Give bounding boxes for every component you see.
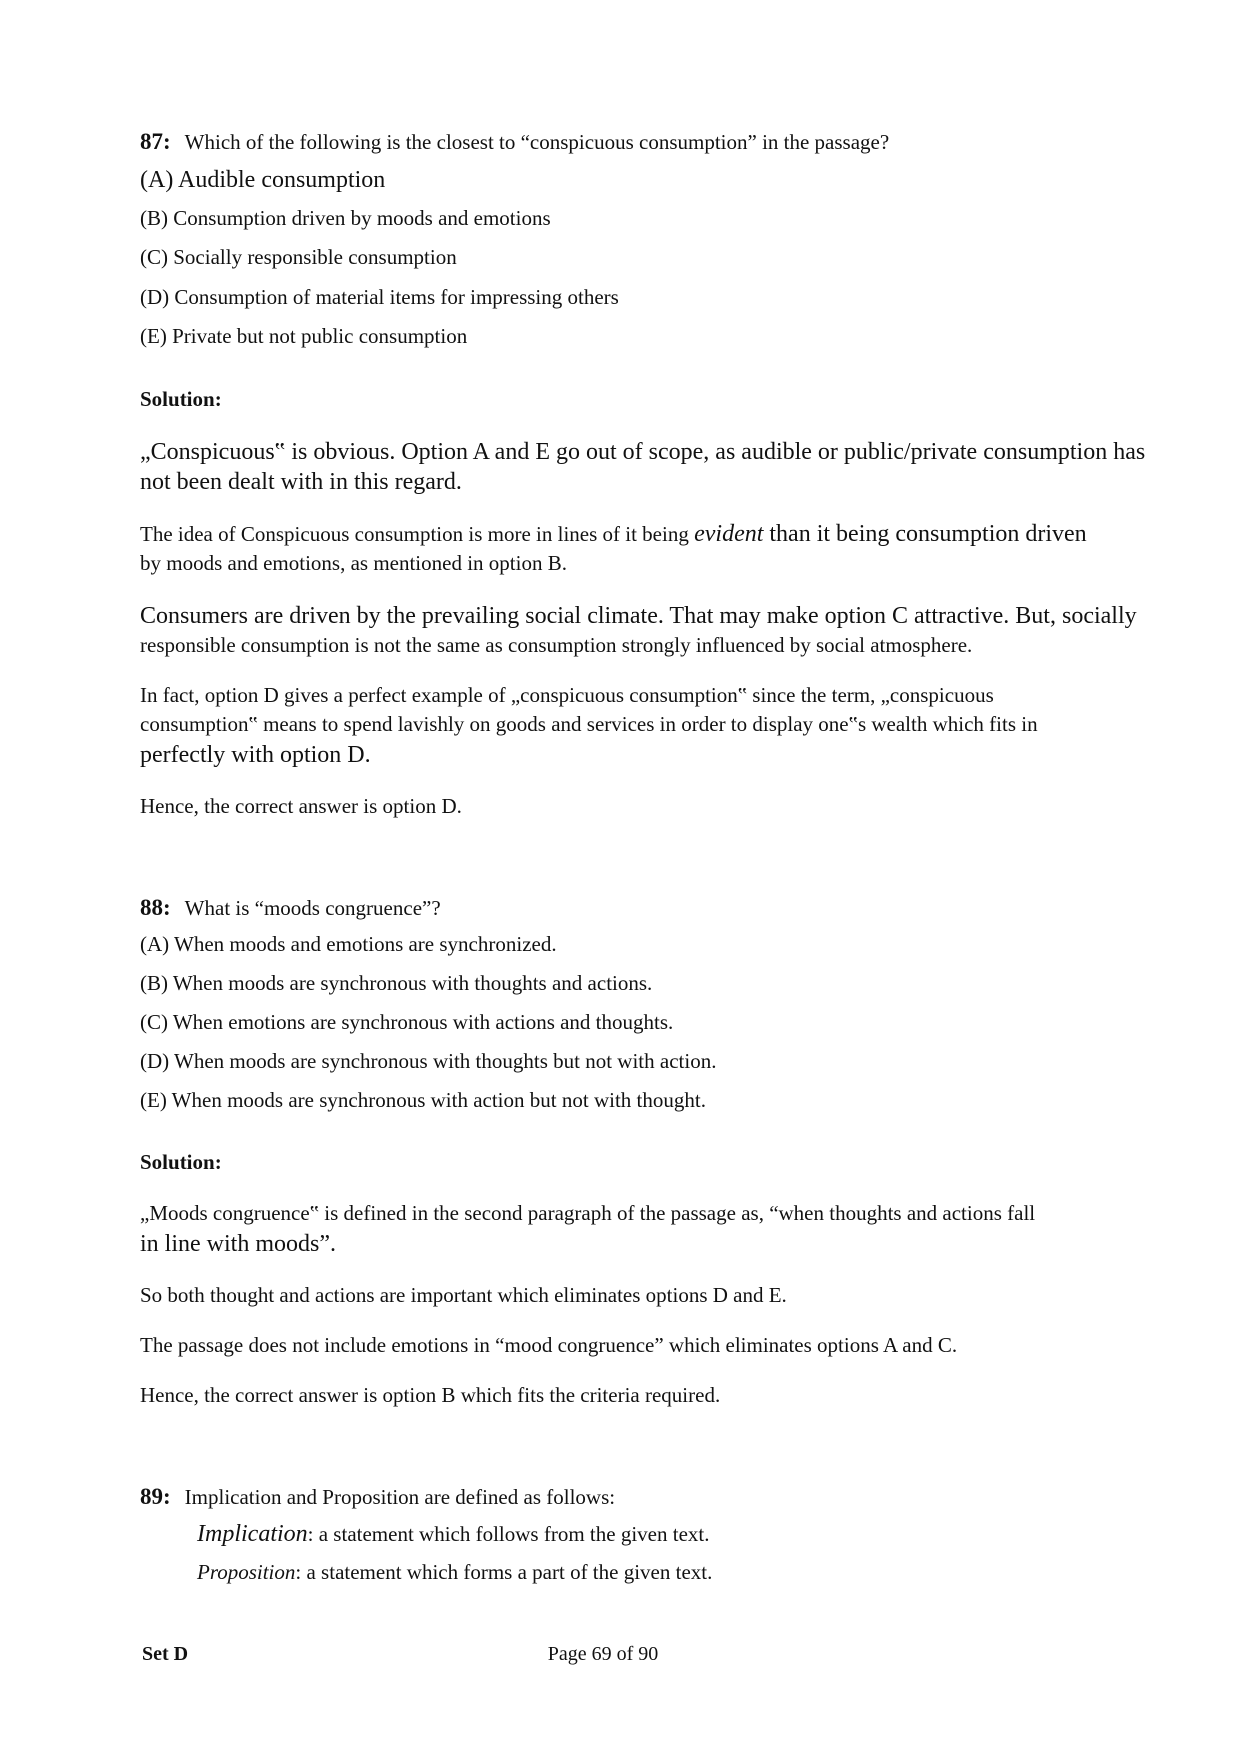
solution-88-p2: So both thought and actions are important which eliminates options D and E. [140,1283,787,1307]
solution-87-p4-line1: In fact, option D gives a perfect example of „conspicuous consumption‟ since the term, „conspicuous [140,683,994,707]
solution-87-p3-line2: responsible consumption is not the same as consumption strongly influenced by social atmosphere. [140,633,973,657]
solution-88-p1-line2: in line with moods”. [140,1231,336,1257]
option-b: (B) When moods are synchronous with thoughts and actions. [140,971,653,995]
question-prompt: Implication and Proposition are defined as follows: [184,1485,616,1509]
question-prompt: Which of the following is the closest to “conspicuous consumption” in the passage? [184,130,890,154]
solution-88-p1-line1: „Moods congruence‟ is defined in the second paragraph of the passage as, “when thoughts and actions fall [140,1201,1036,1225]
solution-87-p3-line1: Consumers are driven by the prevailing social climate. That may make option C attractive. But, socially [140,603,1137,629]
option-a: (A) Audible consumption [140,167,386,193]
solution-87-p4-line3: perfectly with option D. [140,742,371,768]
definition-implication [197,1520,709,1549]
solution-87-p1-line1: „Conspicuous‟ is obvious. Option A and E go out of scope, as audible or public/private consumption has [140,439,1146,465]
question-prompt: What is “moods congruence”? [184,896,441,920]
question-number: 87: [140,129,171,154]
option-e: (E) Private but not public consumption [140,324,468,348]
definition-term: Implication [197,1521,308,1547]
definition-text: : a statement which follows from the given text. [307,1522,710,1546]
question-number: 88: [140,895,171,920]
option-b: (B) Consumption driven by moods and emotions [140,206,551,230]
solution-text: than it being consumption driven [763,521,1087,547]
option-d: (D) Consumption of material items for impressing others [140,285,619,309]
question-89 [140,1483,615,1511]
page-number: Page 69 of 90 [547,1643,659,1665]
solution-87-p1-line2: not been dealt with in this regard. [140,469,462,495]
option-c: (C) Socially responsible consumption [140,245,457,269]
option-a: (A) When moods and emotions are synchronized. [140,932,557,956]
question-88 [140,894,441,922]
solution-87-p2-line1 [140,520,1087,549]
option-e: (E) When moods are synchronous with action but not with thought. [140,1088,706,1112]
option-d: (D) When moods are synchronous with thoughts but not with action. [140,1049,717,1073]
question-87 [140,128,889,156]
set-label: Set D [142,1643,189,1665]
solution-88-conclusion: Hence, the correct answer is option B which fits the criteria required. [140,1383,721,1407]
definition-term: Proposition [197,1560,296,1584]
solution-heading: Solution: [140,1150,222,1174]
solution-text: The idea of Conspicuous consumption is more in lines of it being [140,522,695,546]
solution-88-p3: The passage does not include emotions in “mood congruence” which eliminates options A and C. [140,1333,958,1357]
solution-87-conclusion: Hence, the correct answer is option D. [140,794,462,818]
solution-heading: Solution: [140,387,222,411]
question-number: 89: [140,1484,171,1509]
definition-proposition [197,1560,712,1585]
solution-87-p2-line2: by moods and emotions, as mentioned in option B. [140,551,567,575]
option-c: (C) When emotions are synchronous with actions and thoughts. [140,1010,674,1034]
solution-87-p4-line2: consumption‟ means to spend lavishly on goods and services in order to display one‟s wealth which fits in [140,712,1038,736]
definition-text: : a statement which forms a part of the given text. [295,1560,713,1584]
emphasized-word: evident [694,521,764,547]
